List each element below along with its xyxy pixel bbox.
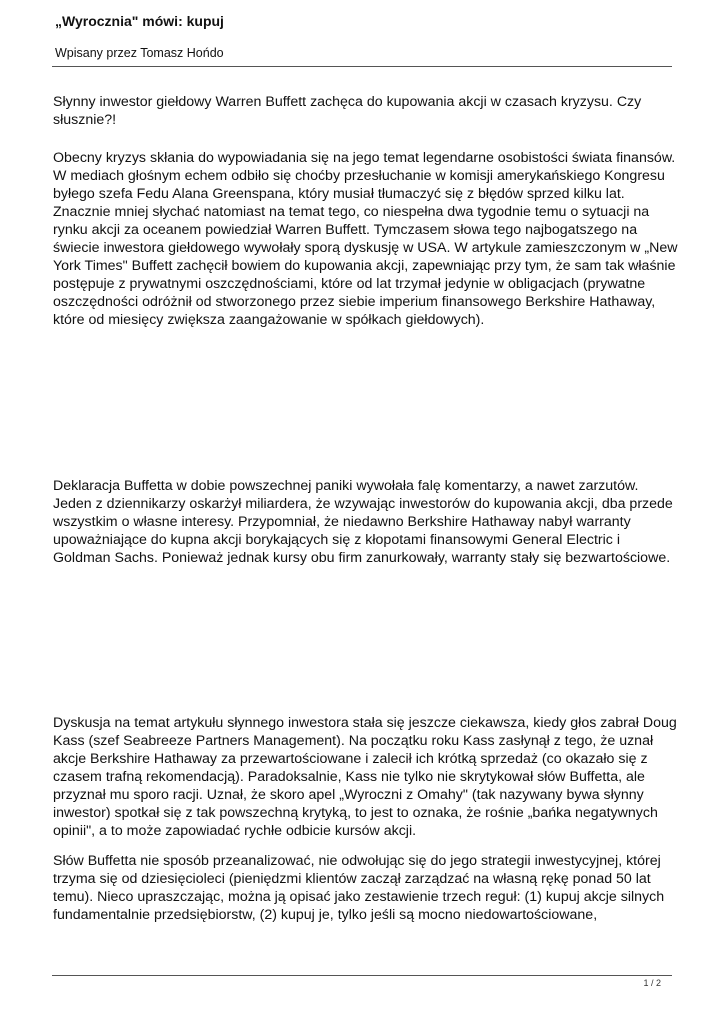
article-title: „Wyrocznia" mówi: kupuj: [55, 13, 224, 29]
paragraph-strategy: Słów Buffetta nie sposób przeanalizować, nie odwołując się do jego strategii inwestycyjnej, której trzyma się od dziesięcioleci (pieniędzmi klientów zaczął zarządzać na własną rękę ponad 50 lat temu). Nieco upraszczając, można ją opisać jako zestawienie trzech reguł: (1) kupuj akcje silnych fundamentalnie przedsiębiorstw, (2) kupuj je, tylko jeśli są mocno niedowartościowane,: [53, 853, 665, 923]
page-number: 1 / 2: [643, 978, 661, 988]
paragraph-intro: Słynny inwestor giełdowy Warren Buffett zachęca do kupowania akcji w czasach kryzysu. Czy słusznie?!: [53, 94, 642, 128]
article-author: Wpisany przez Tomasz Hońdo: [55, 46, 224, 60]
footer-divider: [52, 975, 672, 976]
paragraph-declaration: Deklaracja Buffetta w dobie powszechnej paniki wywołała falę komentarzy, a nawet zarzutów. Jeden z dziennikarzy oskarżył miliardera, że wzywając inwestorów do kupowania akcji, dba przede wszystkim o własne interesy. Przypomniał, że niedawno Berkshire Hathaway nabył warranty upoważniające do kupna akcji borykających się z kłopotami finansowymi General Electric i Goldman Sachs. Ponieważ jednak kursy obu firm zanurkowały, warranty stały się bezwartościowe.: [53, 478, 673, 566]
header-divider: [52, 66, 672, 67]
paragraph-discussion: Dyskusja na temat artykułu słynnego inwestora stała się jeszcze ciekawsza, kiedy głos zabrał Doug Kass (szef Seabreeze Partners Management). Na początku roku Kass zasłynął z tego, że uznał akcje Berkshire Hathaway za przewartościowane i zalecił ich krótką sprzedaż (co okazało się z czasem trafną rekomendacją). Paradoksalnie, Kass nie tylko nie skrytykował słów Buffetta, ale przyznał mu sporo racji. Uznał, że skoro apel „Wyroczni z Omahy" (tak nazywany bywa słynny inwestor) spotkał się z tak powszechną krytyką, to jest to oznaka, że rośnie „bańka negatywnych opinii", a to może zapowiadać rychłe odbicie kursów akcji.: [53, 715, 677, 839]
paragraph-crisis: Obecny kryzys skłania do wypowiadania się na jego temat legendarne osobistości świata finansów. W mediach głośnym echem odbiło się choćby przesłuchanie w komisji amerykańskiego Kongresu byłego szefa Fedu Alana Greenspana, który musiał tłumaczyć się z błędów sprzed kilku lat. Znacznie mniej słychać natomiast na temat tego, co niespełna dwa tygodnie temu o sytuacji na rynku akcji za oceanem powiedział Warren Buffett. Tymczasem słowa tego najbogatszego na świecie inwestora giełdowego wywołały sporą dyskusję w USA. W artykule zamieszczonym w „New York Times" Buffett zachęcił bowiem do kupowania akcji, zapewniając przy tym, że sam tak właśnie postępuje z prywatnymi oszczędnościami, które od lat trzymał jedynie w obligacjach (prywatne oszczędności odróżnił od stworzonego przez siebie imperium finansowego Berkshire Hathaway, które od miesięcy zwiększa zaangażowanie w spółkach giełdowych).: [53, 150, 678, 328]
